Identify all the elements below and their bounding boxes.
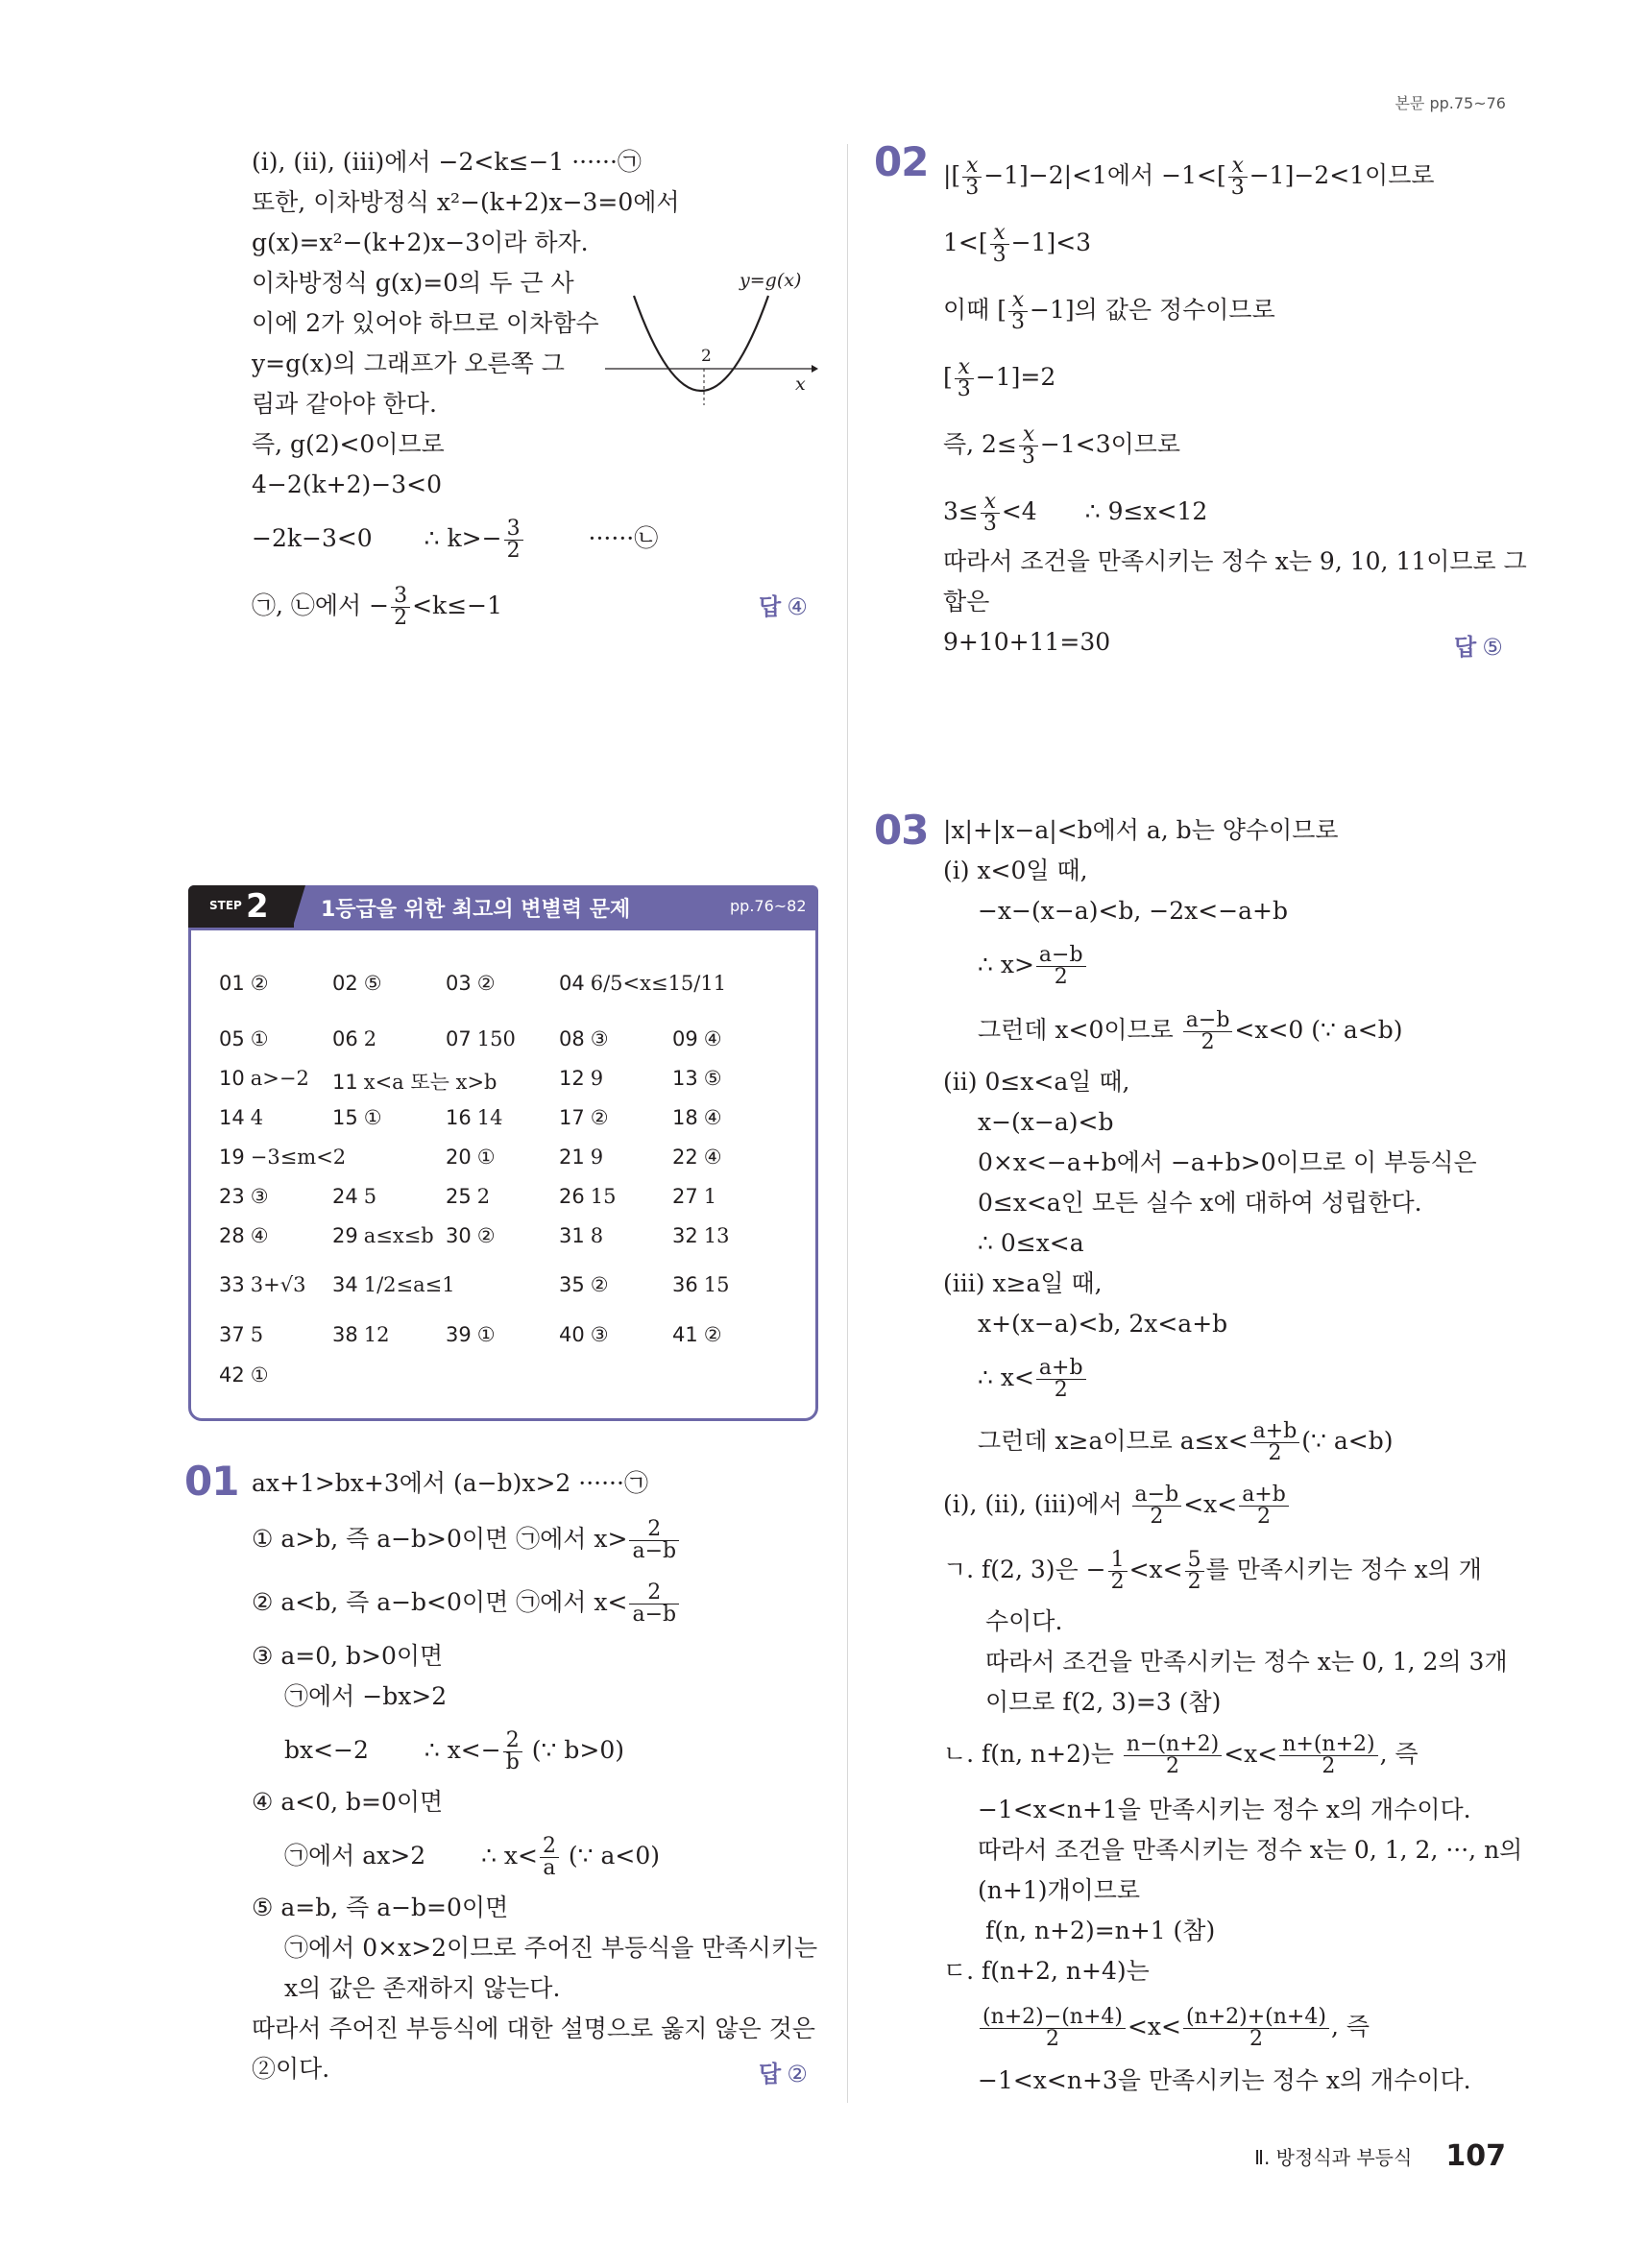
- answer-cell: 33 3+√3: [219, 1273, 306, 1296]
- text-line: ⑤ a=b, 즉 a−b=0이면: [252, 1894, 509, 1921]
- text-line: ㉠에서 0×x>2이므로 주어진 부등식을 만족시키는: [284, 1934, 818, 1962]
- text-line: 그런데 x<0이므로 $\frac{a-b}{2}$ <x<0 (∵ a<b): [978, 1008, 1403, 1054]
- text-line: 이차방정식 g(x)=0의 두 근 사: [252, 269, 574, 297]
- text-line: 0×x<−a+b에서 −a+b>0이므로 이 부등식은: [978, 1148, 1477, 1176]
- parabola-graph: [605, 265, 826, 419]
- answer-cell: 06 2: [332, 1027, 377, 1050]
- answer-cell: 25 2: [446, 1185, 491, 1208]
- fraction: $\frac{2}{a}$: [540, 1836, 559, 1879]
- text-line: ② a<b, 즉 a−b<0이면 ㉠에서 x< $\frac{2}{a-b}$: [252, 1582, 681, 1626]
- text-line: −1<x<n+1을 만족시키는 정수 x의 개수이다.: [978, 1796, 1471, 1823]
- text-line: ④ a<0, b=0이면: [252, 1788, 444, 1816]
- page-number: 107: [1445, 2139, 1506, 2173]
- text-line: (ⅰ), (ⅱ), (ⅲ)에서 $\frac{a-b}{2}$ <x< $\frac{a+b}{2}$: [943, 1484, 1291, 1528]
- answer-cell: 27 1: [672, 1185, 717, 1208]
- text-line: 이므로 f(2, 3)=3 (참): [985, 1688, 1222, 1716]
- fraction: $\frac{a-b}{2}$: [1036, 945, 1086, 988]
- text-line: g(x)=x²−(k+2)x−3이라 하자.: [252, 229, 589, 256]
- answer-cell: 29 a≤x≤b: [332, 1224, 434, 1247]
- text-line: x의 값은 존재하지 않는다.: [284, 1974, 561, 2002]
- fraction: $\frac{5}{2}$: [1185, 1550, 1204, 1593]
- text-line: −1<x<n+3을 만족시키는 정수 x의 개수이다.: [978, 2066, 1471, 2094]
- answer-cell: 16 14: [446, 1106, 503, 1129]
- text-line: 그런데 x≥a이므로 a≤x< $\frac{a+b}{2}$ (∵ a<b): [978, 1419, 1394, 1465]
- fraction: $\frac{a-b}{2}$: [1183, 1010, 1233, 1053]
- text-line: (ⅲ) x≥a일 때,: [943, 1269, 1103, 1297]
- text-line: y=g(x)의 그래프가 오른쪽 그: [252, 350, 565, 377]
- column-divider: [847, 144, 848, 2103]
- answer-cell: 34 1/2≤a≤1: [332, 1273, 455, 1296]
- x-axis-arrow: [812, 365, 818, 373]
- text-line: 합은: [943, 588, 990, 615]
- problem-number: 01: [184, 1458, 239, 1505]
- answer-cell: 09 ④: [672, 1027, 722, 1050]
- answer-cell: 32 13: [672, 1224, 730, 1247]
- fraction: $\frac{a+b}{2}$: [1036, 1358, 1086, 1401]
- text-line: ∴ 0≤x<a: [978, 1229, 1084, 1257]
- text-line: 수이다.: [985, 1607, 1063, 1635]
- answer-cell: 05 ①: [219, 1027, 269, 1050]
- fraction: $\frac{x}{3}$: [962, 156, 982, 199]
- text-line: 9+10+11=30: [943, 628, 1111, 656]
- text-line: |x|+|x−a|<b에서 a, b는 양수이므로: [943, 816, 1339, 844]
- tick-label-2: 2: [701, 347, 712, 366]
- fraction: $\frac{a+b}{2}$: [1239, 1484, 1289, 1528]
- fraction: $\frac{3}{2}$: [504, 519, 523, 562]
- answer-cell: 37 5: [219, 1323, 264, 1346]
- answer-cell: 02 ⑤: [332, 972, 382, 995]
- text-line: [252, 519, 658, 562]
- text-line: [ $\frac{x}{3}$ −1]=2: [943, 355, 1056, 401]
- text-line: f(n, n+2)=n+1 (참): [985, 1917, 1216, 1944]
- fraction: $\frac{a+b}{2}$: [1250, 1421, 1300, 1464]
- answer-cell: 10 a>−2: [219, 1067, 309, 1090]
- answer-mark: 답 ②: [759, 2061, 808, 2087]
- inequality: −2k−3<0: [252, 524, 373, 552]
- text-line: 이에 2가 있어야 하므로 이차함수: [252, 309, 599, 337]
- step-title: 1등급을 위한 최고의 변별력 문제: [321, 898, 631, 922]
- fraction: $\frac{n-(n+2)}{2}$: [1124, 1734, 1222, 1777]
- fraction: $\frac{2}{b}$: [503, 1730, 522, 1773]
- text-line: (ⅰ) x<0일 때,: [943, 857, 1088, 884]
- fraction: $\frac{1}{2}$: [1108, 1550, 1128, 1593]
- answer-cell: 30 ②: [446, 1224, 496, 1247]
- answer-cell: 07 150: [446, 1027, 516, 1050]
- text-line: (ⅱ) 0≤x<a일 때,: [943, 1068, 1130, 1096]
- step-tag: STEP 2: [188, 885, 294, 929]
- text-line: 따라서 조건을 만족시키는 정수 x는 9, 10, 11이므로 그: [943, 547, 1527, 575]
- text-line: 따라서 주어진 부등식에 대한 설명으로 옳지 않은 것은: [252, 2015, 815, 2042]
- answer-cell: 12 9: [559, 1067, 604, 1090]
- answer-cell: 17 ②: [559, 1106, 609, 1129]
- answer-cell: 41 ②: [672, 1323, 722, 1346]
- answer-cell: 42 ①: [219, 1363, 269, 1387]
- answer-cell: 24 5: [332, 1185, 377, 1208]
- text-line: 0≤x<a인 모든 실수 x에 대하여 성립한다.: [978, 1189, 1422, 1217]
- text-line: x−(x−a)<b: [978, 1108, 1114, 1136]
- text-line: 3≤ $\frac{x}{3}$ <4 ∴ 9≤x<12: [943, 490, 1208, 536]
- answer-cell: 35 ②: [559, 1273, 609, 1296]
- answer-cell: 38 12: [332, 1323, 390, 1346]
- text-line: ③ a=0, b>0이면: [252, 1642, 444, 1670]
- fraction: $\frac{2}{a-b}$: [629, 1519, 679, 1562]
- text-line: ∴ x> $\frac{a-b}{2}$: [978, 945, 1088, 988]
- answer-cell: 04 6/5<x≤15/11: [559, 972, 727, 995]
- page-footer: [1254, 2139, 1506, 2173]
- answer-cell: 40 ③: [559, 1323, 609, 1346]
- text-line: ㉠에서 −bx>2: [284, 1682, 448, 1710]
- answer-cell: 23 ③: [219, 1185, 269, 1208]
- text-line: ∴ x< $\frac{a+b}{2}$: [978, 1358, 1088, 1401]
- answer-cell: 18 ④: [672, 1106, 722, 1129]
- text-line: 즉, g(2)<0이므로: [252, 430, 445, 458]
- text-line: |[ $\frac{x}{3}$ −1]−2|<1에서 −1<[ $\frac{x}{3}$ −1]−2<1이므로: [943, 154, 1435, 200]
- answer-cell: 08 ③: [559, 1027, 609, 1050]
- fraction: $\frac{x}{3}$: [1008, 290, 1028, 333]
- answer-cell: 26 15: [559, 1185, 617, 1208]
- text-line: 4−2(k+2)−3<0: [252, 470, 442, 498]
- step-tag-slant: [288, 885, 311, 929]
- step-pages: pp.76~82: [730, 897, 807, 915]
- text-line: ax+1>bx+3에서 (a−b)x>2 ······㉠: [252, 1469, 648, 1497]
- problem-number: 03: [874, 807, 929, 854]
- fraction: $\frac{a-b}{2}$: [1132, 1484, 1182, 1528]
- text-line: 림과 같아야 한다.: [252, 390, 437, 418]
- text-line: ㄷ. f(n+2, n+4)는: [943, 1957, 1150, 1985]
- text-line: 즉, 2≤ $\frac{x}{3}$ −1<3이므로: [943, 422, 1181, 469]
- tag: ······㉡: [588, 524, 659, 552]
- chapter-title: Ⅱ. 방정식과 부등식: [1254, 2146, 1413, 2169]
- fraction: $\frac{x}{3}$: [955, 357, 974, 400]
- text-line: 또한, 이차방정식 x²−(k+2)x−3=0에서: [252, 188, 680, 216]
- page-range-header: 본문 pp.75~76: [1395, 94, 1506, 112]
- answer-cell: 19 −3≤m<2: [219, 1146, 347, 1169]
- text-line: 따라서 조건을 만족시키는 정수 x는 0, 1, 2의 3개: [985, 1648, 1508, 1676]
- text-line: 1<[ $\frac{x}{3}$ −1]<3: [943, 221, 1092, 267]
- answer-cell: 03 ②: [446, 972, 496, 995]
- answer-cell: 22 ④: [672, 1146, 722, 1169]
- answer-cell: 28 ④: [219, 1224, 269, 1247]
- answer-cell: 14 4: [219, 1106, 264, 1129]
- answer-cell: 20 ①: [446, 1146, 496, 1169]
- text-line: −x−(x−a)<b, −2x<−a+b: [978, 897, 1288, 925]
- text-line: ②이다.: [252, 2055, 330, 2083]
- x-label: x: [795, 374, 806, 395]
- text-line: ㄴ. f(n, n+2)는 $\frac{n-(n+2)}{2}$ <x< $\frac{n+(n+2)}{2}$ , 즉: [943, 1732, 1419, 1778]
- parabola-curve: [634, 296, 768, 391]
- fraction: $\frac{x}{3}$: [981, 492, 1000, 535]
- answer-mark: 답 ⑤: [1454, 634, 1503, 661]
- answer-cell: 15 ①: [332, 1106, 382, 1129]
- text-line: bx<−2 ∴ x<− $\frac{2}{b}$ (∵ b>0): [284, 1728, 624, 1774]
- text-line: (n+1)개이므로: [978, 1876, 1141, 1904]
- text-line: ㉠, ㉡에서 − $\frac{3}{2}$ <k≤−1: [252, 584, 502, 630]
- text-line: ㉠에서 ax>2 ∴ x< $\frac{2}{a}$ (∵ a<0): [284, 1834, 661, 1880]
- fraction: $\frac{(n+2)-(n+4)}{2}$: [980, 2007, 1126, 2050]
- answer-cell: 11 x<a 또는 x>b: [332, 1071, 497, 1094]
- fraction: $\frac{n+(n+2)}{2}$: [1279, 1734, 1377, 1777]
- answer-cell: 36 15: [672, 1273, 730, 1296]
- text-line: x+(x−a)<b, 2x<a+b: [978, 1310, 1228, 1338]
- text-line: 따라서 조건을 만족시키는 정수 x는 0, 1, 2, ···, n의: [978, 1836, 1523, 1864]
- problem-number: 02: [874, 138, 929, 185]
- text-line: (ⅰ), (ⅱ), (ⅲ)에서 −2<k≤−1 ······㉠: [252, 148, 642, 176]
- answer-cell: 31 8: [559, 1224, 604, 1247]
- answer-grid-box: [188, 928, 818, 1421]
- answer-mark: 답 ④: [759, 593, 808, 620]
- text-line: $\frac{(n+2)-(n+4)}{2}$ <x< $\frac{(n+2)+(n+4)}{2}$ , 즉: [978, 2007, 1370, 2050]
- answer-cell: 21 9: [559, 1146, 604, 1169]
- fraction: $\frac{(n+2)+(n+4)}{2}$: [1183, 2007, 1329, 2050]
- fraction: $\frac{x}{3}$: [1228, 156, 1248, 199]
- answer-cell: 13 ⑤: [672, 1067, 722, 1090]
- text-line: 이때 [ $\frac{x}{3}$ −1]의 값은 정수이므로: [943, 288, 1275, 334]
- text-line: ① a>b, 즉 a−b>0이면 ㉠에서 x> $\frac{2}{a-b}$: [252, 1519, 681, 1562]
- answer-cell: 39 ①: [446, 1323, 496, 1346]
- fraction: $\frac{x}{3}$: [1019, 424, 1038, 468]
- answer-cell: 01 ②: [219, 972, 269, 995]
- function-label: y=g(x): [740, 270, 802, 291]
- fraction: $\frac{x}{3}$: [990, 223, 1009, 266]
- conclusion: ∴ k>−: [424, 524, 502, 552]
- fraction: $\frac{3}{2}$: [391, 586, 410, 629]
- text-line: ㄱ. f(2, 3)은 − $\frac{1}{2}$ <x< $\frac{5}{2}$ 를 만족시키는 정수 x의 개: [943, 1548, 1482, 1594]
- fraction: $\frac{2}{a-b}$: [629, 1582, 679, 1626]
